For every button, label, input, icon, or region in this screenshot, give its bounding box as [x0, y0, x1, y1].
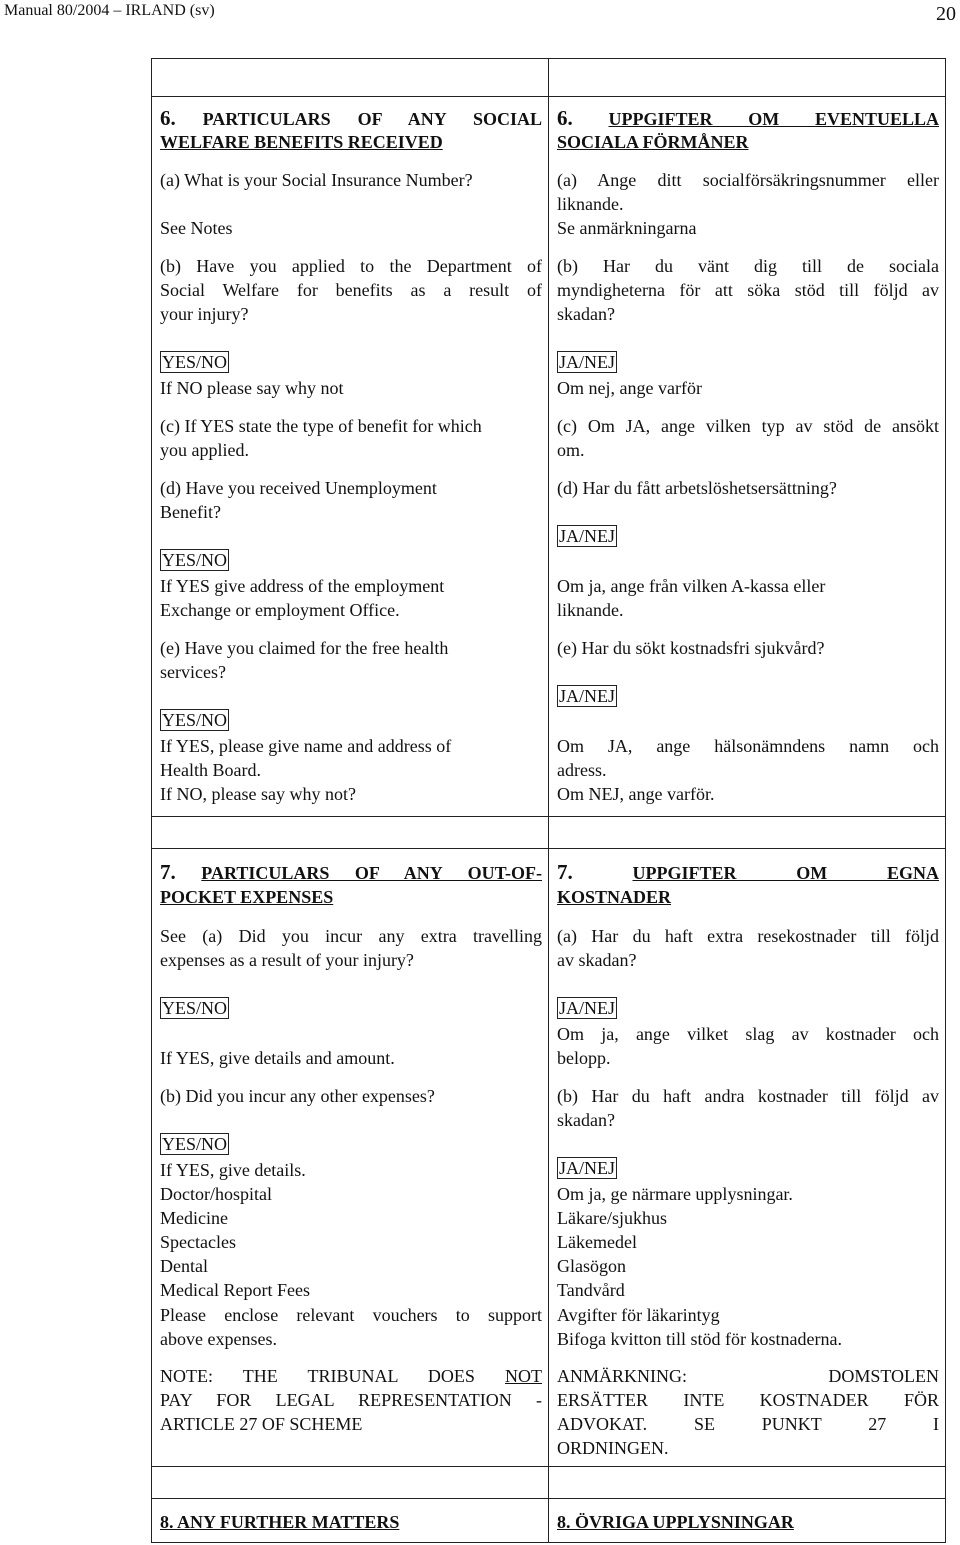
- row-divider: [151, 848, 946, 849]
- yes-no-checkbox[interactable]: YES/NO: [162, 710, 228, 730]
- running-header: Manual 80/2004 – IRLAND (sv): [4, 2, 215, 19]
- ja-nej-checkbox[interactable]: JA/NEJ: [559, 998, 616, 1018]
- section-7-title-line1: 7. PARTICULARS OF ANY OUT-OF-: [160, 860, 542, 884]
- question-b-sv-line2: myndigheterna för att söka stöd till följd av: [557, 280, 939, 300]
- section-6-title-line2: WELFARE BENEFITS RECEIVED: [160, 132, 443, 152]
- row-divider: [151, 816, 946, 817]
- enclose-vouchers-line2: above expenses.: [160, 1329, 277, 1349]
- tribunal-note-sv-line4: ORDNINGEN.: [557, 1438, 669, 1458]
- question-e-sv-if-line2: adress.: [557, 760, 607, 780]
- expense-item: Dental: [160, 1256, 208, 1276]
- yes-no-checkbox[interactable]: YES/NO: [162, 550, 228, 570]
- question-d-sv-if-line1: Om ja, ange från vilken A-kassa eller: [557, 576, 826, 596]
- question-d-sv-if-line2: liknande.: [557, 600, 624, 620]
- question-c-sv-line1: (c) Om JA, ange vilken typ av stöd de ansökt: [557, 416, 939, 436]
- if-no-why: If NO please say why not: [160, 378, 344, 398]
- question-e-sv-if-line3: Om NEJ, ange varför.: [557, 784, 715, 804]
- section-7b-sv-line2: skadan?: [557, 1110, 615, 1130]
- question-a-sv-line2: liknande.: [557, 194, 624, 214]
- section-7a-sv-if-line2: belopp.: [557, 1048, 611, 1068]
- ja-nej-checkbox[interactable]: JA/NEJ: [559, 352, 616, 372]
- row-divider: [151, 96, 946, 97]
- expense-item-sv: Läkare/sjukhus: [557, 1208, 667, 1228]
- section-7a-sv-line2: av skadan?: [557, 950, 637, 970]
- question-b-sv-line3: skadan?: [557, 304, 615, 324]
- expense-item: Doctor/hospital: [160, 1184, 272, 1204]
- section-7b-if: If YES, give details.: [160, 1160, 306, 1180]
- section-7b: (b) Did you incur any other expenses?: [160, 1086, 435, 1106]
- expense-item: Medicine: [160, 1208, 228, 1228]
- question-d-line1: (d) Have you received Unemployment: [160, 478, 437, 498]
- question-d-if-line2: Exchange or employment Office.: [160, 600, 400, 620]
- expense-item: Spectacles: [160, 1232, 236, 1252]
- question-b-line3: your injury?: [160, 304, 249, 324]
- question-e-if-line3: If NO, please say why not?: [160, 784, 356, 804]
- section-6-title-line1: 6. PARTICULARS OF ANY SOCIAL: [160, 106, 543, 130]
- tribunal-note-sv-line3: ADVOKAT. SE PUNKT 27 I: [557, 1414, 939, 1434]
- row-divider: [151, 1466, 946, 1467]
- question-e-sv-if-line1: Om JA, ange hälsonämndens namn och: [557, 736, 939, 756]
- question-e-if-line2: Health Board.: [160, 760, 261, 780]
- section-7a-line2: expenses as a result of your injury?: [160, 950, 414, 970]
- tribunal-note-line2: PAY FOR LEGAL REPRESENTATION -: [160, 1390, 542, 1410]
- question-e-sv: (e) Har du sökt kostnadsfri sjukvård?: [557, 638, 825, 658]
- ja-nej-checkbox[interactable]: JA/NEJ: [559, 526, 616, 546]
- ja-nej-checkbox[interactable]: JA/NEJ: [559, 1158, 616, 1178]
- question-d-line2: Benefit?: [160, 502, 221, 522]
- tribunal-note-sv-line2: ERSÄTTER INTE KOSTNADER FÖR: [557, 1390, 939, 1410]
- question-c-sv-line2: om.: [557, 440, 585, 460]
- yes-no-checkbox[interactable]: YES/NO: [162, 352, 228, 372]
- tribunal-note-line1: NOTE: THE TRIBUNAL DOES NOT: [160, 1366, 542, 1386]
- yes-no-checkbox[interactable]: YES/NO: [162, 1134, 228, 1154]
- section-7-title-sv-line2: KOSTNADER: [557, 887, 672, 907]
- ja-nej-checkbox[interactable]: JA/NEJ: [559, 686, 616, 706]
- if-no-why-sv: Om nej, ange varför: [557, 378, 702, 398]
- question-b-line1: (b) Have you applied to the Department of: [160, 256, 542, 276]
- question-a-sv-line1: (a) Ange ditt socialförsäkringsnummer eller: [557, 170, 939, 190]
- question-b-sv-line1: (b) Har du vänt dig till de sociala: [557, 256, 939, 276]
- expense-item-sv: Läkemedel: [557, 1232, 637, 1252]
- tribunal-note-line3: ARTICLE 27 OF SCHEME: [160, 1414, 363, 1434]
- page-number: 20: [936, 3, 956, 25]
- question-e-if-line1: If YES, please give name and address of: [160, 736, 452, 756]
- section-6-title-sv-line2: SOCIALA FÖRMÅNER: [557, 132, 749, 152]
- question-c-line1: (c) If YES state the type of benefit for which: [160, 416, 482, 436]
- expense-item-sv: Avgifter för läkarintyg: [557, 1305, 720, 1325]
- section-7a-sv-line1: (a) Har du haft extra resekostnader till följd: [557, 926, 939, 946]
- expense-item-sv: Tandvård: [557, 1280, 625, 1300]
- yes-no-checkbox[interactable]: YES/NO: [162, 998, 228, 1018]
- section-8-title-sv: 8. ÖVRIGA UPPLYSNINGAR: [557, 1512, 794, 1532]
- question-e-line1: (e) Have you claimed for the free health: [160, 638, 449, 658]
- question-d-sv: (d) Har du fått arbetslöshetsersättning?: [557, 478, 837, 498]
- see-notes-sv: Se anmärkningarna: [557, 218, 697, 238]
- enclose-vouchers-sv: Bifoga kvitton till stöd för kostnaderna.: [557, 1329, 842, 1349]
- row-divider: [151, 1498, 946, 1499]
- section-7a-line1: See (a) Did you incur any extra travelling: [160, 926, 542, 946]
- question-e-line2: services?: [160, 662, 226, 682]
- question-c-line2: you applied.: [160, 440, 249, 460]
- question-d-if-line1: If YES give address of the employment: [160, 576, 445, 596]
- section-7-title-sv-line1: 7. UPPGIFTER OM EGNA: [557, 860, 939, 884]
- tribunal-note-sv-line1: ANMÄRKNING: DOMSTOLEN: [557, 1366, 939, 1386]
- section-7a-sv-if-line1: Om ja, ange vilket slag av kostnader och: [557, 1024, 939, 1044]
- expense-item: Medical Report Fees: [160, 1280, 310, 1300]
- section-7b-sv-line1: (b) Har du haft andra kostnader till följd av: [557, 1086, 939, 1106]
- expense-item-sv: Glasögon: [557, 1256, 626, 1276]
- see-notes: See Notes: [160, 218, 233, 238]
- question-b-line2: Social Welfare for benefits as a result of: [160, 280, 542, 300]
- section-7a-if: If YES, give details and amount.: [160, 1048, 395, 1068]
- section-8-title: 8. ANY FURTHER MATTERS: [160, 1512, 400, 1532]
- section-7-title-line2: POCKET EXPENSES: [160, 887, 334, 907]
- question-a: (a) What is your Social Insurance Number?: [160, 170, 473, 190]
- section-7b-sv-if: Om ja, ge närmare upplysningar.: [557, 1184, 793, 1204]
- enclose-vouchers-line1: Please enclose relevant vouchers to support: [160, 1305, 542, 1325]
- section-6-title-sv-line1: 6. UPPGIFTER OM EVENTUELLA: [557, 106, 940, 130]
- column-divider: [548, 58, 549, 1543]
